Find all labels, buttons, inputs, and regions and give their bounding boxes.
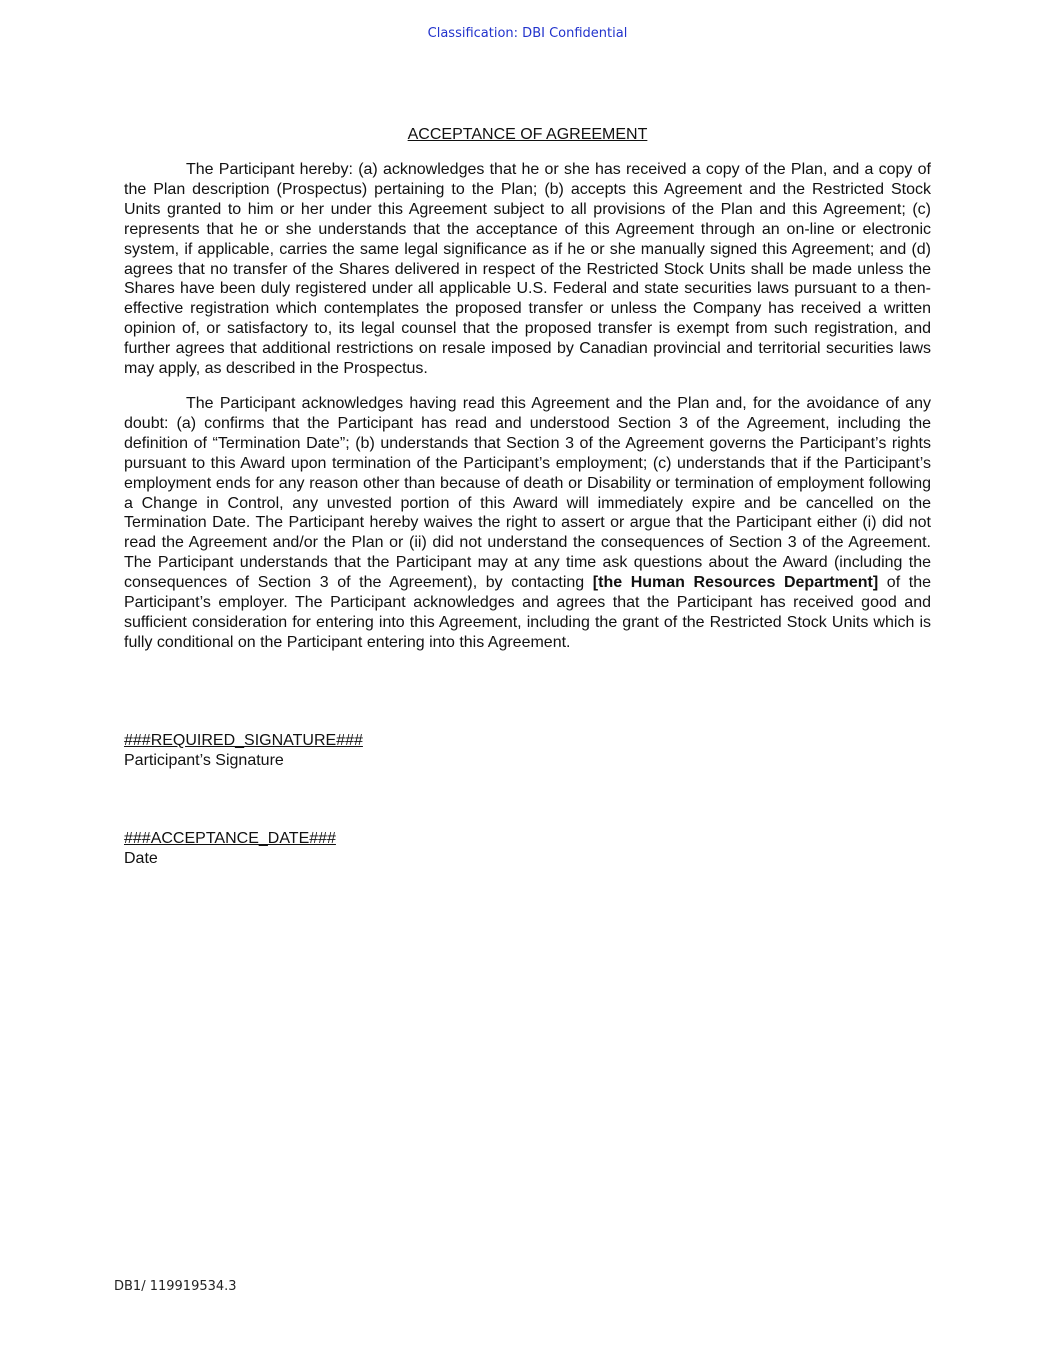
hr-department-bold-text: [the Human Resources Department]: [592, 574, 879, 592]
document-title: ACCEPTANCE OF AGREEMENT: [407, 126, 648, 143]
paragraph-section-3-acknowledgement: [124, 394, 931, 653]
signature-caption: Participant’s Signature: [124, 752, 284, 769]
paragraph-text-start: The Participant acknowledges having read this Agreement and the Plan and, for the avoidance of any doubt: (a) confirms that the Participant has read and understood Section 3 of the Agreement, including the definition of “Termination Date”; (b) understands that Section 3 of the Agreement governs the Participant’s rights pursuant to this Award upon termination of the Participant’s employment; (c) understands that if the Participant’s employment ends for any reason other than because of death or Disability or termination of employment following a Change in Control, any unvested portion of this Award will immediately expire and be cancelled on the Termination Date. The Participant hereby waives the right to assert or argue that the Participant either (i) did not read the Agreement and/or the Plan or (ii) did not understand the consequences of Section 3 of the Agreement. The Participant understands that the Participant may at any time ask questions about the Award (including the consequences of Section 3 of the Agreement), by contacting: [124, 395, 931, 592]
classification-label: Classification: DBI Confidential: [427, 26, 628, 41]
paragraph-acknowledgement: The Participant hereby: (a) acknowledges that he or she has received a copy of the Plan, and a copy of the Plan description (Prospectus) pertaining to the Plan; (b) accepts this Agreement and the Restricted Stock Units granted to him or her under this Agreement subject to all provisions of the Plan and this Agreement; (c) represents that he or she understands that the acceptance of this Agreement through an on-line or electronic system, if applicable, carries the same legal significance as if he or she manually signed this Agreement; and (d) agrees that no transfer of the Shares delivered in respect of the Restricted Stock Units shall be made unless the Shares have been duly registered under all applicable U.S. Federal and state securities laws pursuant to a then-effective registration which contemplates the proposed transfer or unless the Company has received a written opinion of, or satisfactory to, its legal counsel that the proposed transfer is exempt from such registration, and further agrees that additional restrictions on resale imposed by Canadian provincial and territorial securities laws may apply, as described in the Prospectus.: [124, 161, 931, 378]
signature-placeholder: ###REQUIRED_SIGNATURE###: [124, 732, 363, 749]
acceptance-date-placeholder: ###ACCEPTANCE_DATE###: [124, 830, 336, 847]
paragraph-text-end: of the Participant’s employer. The Participant acknowledges and agrees that the Participant has received good and sufficient consideration for entering into this Agreement, including the grant of the Restricted Stock Units which is fully conditional on the Participant entering into this Agreement.: [124, 574, 931, 651]
acceptance-date-caption: Date: [124, 850, 158, 867]
document-id-footer: DB1/ 119919534.3: [114, 1279, 237, 1294]
signature-block: [124, 731, 363, 771]
acceptance-date-block: [124, 829, 336, 869]
